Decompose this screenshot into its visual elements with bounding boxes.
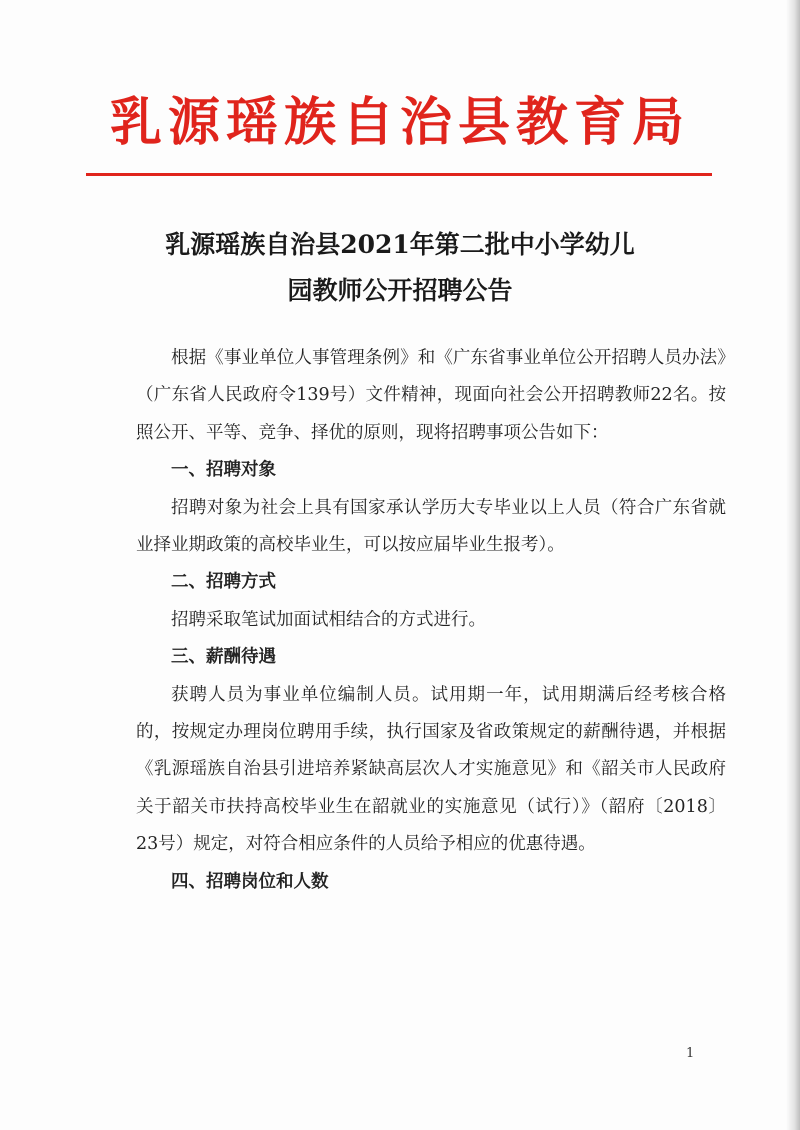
- title-line-1: 乳源瑶族自治县2021年第二批中小学幼儿: [165, 230, 635, 259]
- section-text-recruit-target: 招聘对象为社会上具有国家承认学历大专毕业以上人员（符合广东省就业择业期政策的高校毕业生，可以按应届毕业生报考）。: [136, 497, 726, 556]
- section-heading-salary: 三、薪酬待遇: [171, 647, 276, 668]
- section-heading-recruit-target: 一、招聘对象: [171, 460, 276, 481]
- document-body: [136, 340, 726, 901]
- section-text-recruit-method: 招聘采取笔试加面试相结合的方式进行。: [171, 609, 486, 630]
- section-heading-positions: 四、招聘岗位和人数: [171, 871, 329, 892]
- document-title: [90, 222, 710, 314]
- red-divider-line: [86, 173, 712, 176]
- section-heading-recruit-method: 二、招聘方式: [171, 572, 276, 593]
- page-number: 1: [686, 1046, 695, 1061]
- issuer-masthead: 乳源瑶族自治县教育局: [109, 92, 690, 153]
- scan-edge-shadow: [786, 0, 800, 1130]
- intro-paragraph: 根据《事业单位人事管理条例》和《广东省事业单位公开招聘人员办法》（广东省人民政府令139号）文件精神，现面向社会公开招聘教师22名。按照公开、平等、竞争、择优的原则，现将招聘事项公告如下：: [136, 348, 726, 443]
- section-text-salary: 获聘人员为事业单位编制人员。试用期一年，试用期满后经考核合格的，按规定办理岗位聘用手续，执行国家及省政策规定的薪酬待遇，并根据《乳源瑶族自治县引进培养紧缺高层次人才实施意见》和《韶关市人民政府关于韶关市扶持高校毕业生在韶就业的实施意见（试行）》（韶府〔2018〕23号）规定，对符合相应条件的人员给予相应的优惠待遇。: [136, 684, 726, 855]
- title-line-2: 园教师公开招聘公告: [287, 276, 513, 305]
